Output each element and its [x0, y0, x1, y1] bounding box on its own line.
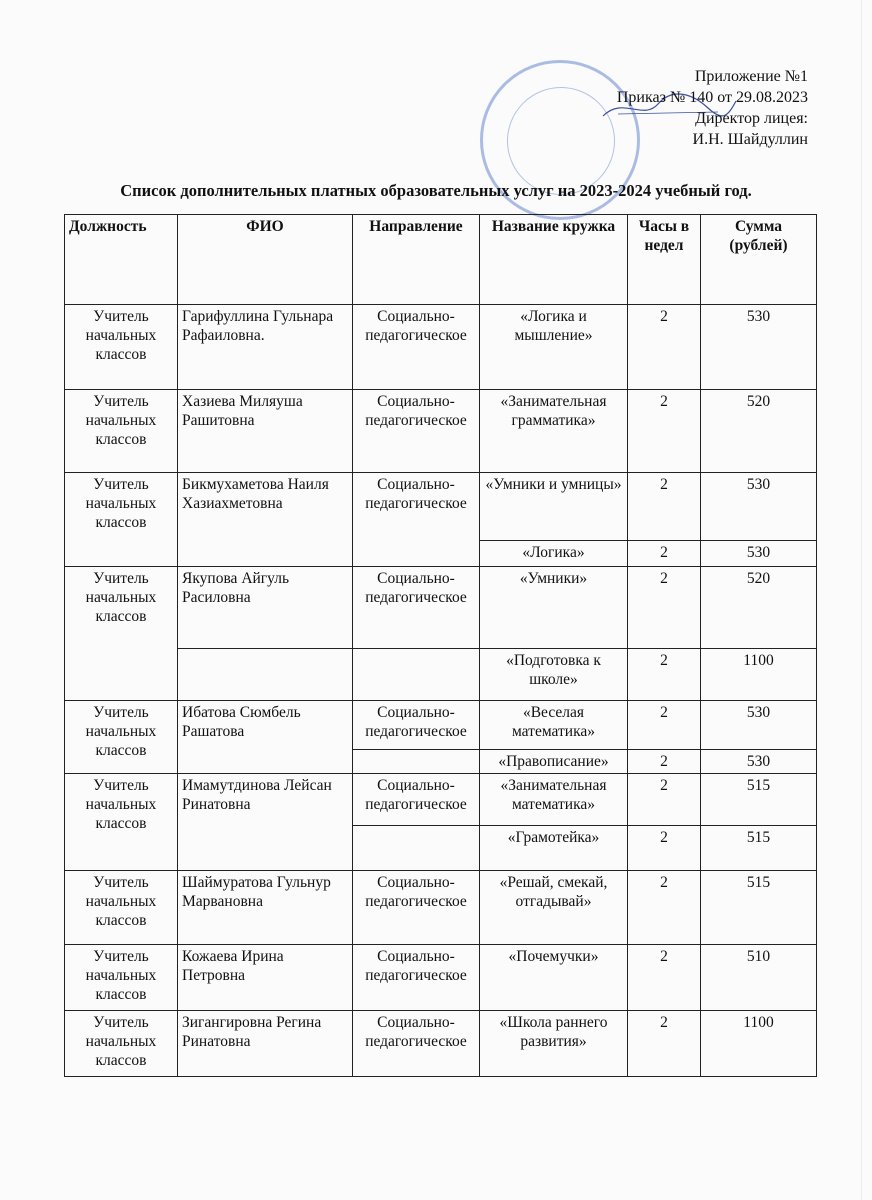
cell-club: «Умники» [480, 567, 628, 649]
cell-club: «Занимательная грамматика» [480, 390, 628, 473]
cell-club: «Почемучки» [480, 945, 628, 1011]
cell-position: Учитель начальных классов [65, 871, 178, 945]
cell-position: Учитель начальных классов [65, 390, 178, 473]
cell-position: Учитель начальных классов [65, 774, 178, 871]
cell-position: Учитель начальных классов [65, 701, 178, 774]
table-row [65, 774, 817, 826]
table-row [65, 649, 817, 701]
header-sum: Сумма (рублей) [701, 215, 817, 305]
table-row [65, 390, 817, 473]
cell-direction-empty [353, 649, 480, 701]
cell-direction: Социально-педагогическое [353, 390, 480, 473]
cell-direction: Социально-педагогическое [353, 774, 480, 826]
cell-direction: Социально-педагогическое [353, 1011, 480, 1077]
cell-direction-empty [353, 826, 480, 871]
director-title: Директор лицея: [695, 110, 808, 127]
cell-club: «Веселая математика» [480, 701, 628, 750]
cell-club: «Умники и умницы» [480, 473, 628, 541]
cell-position: Учитель начальных классов [65, 1011, 178, 1077]
table-row [65, 473, 817, 541]
cell-club: «Логика и мышление» [480, 305, 628, 390]
cell-hours: 2 [628, 871, 701, 945]
header-direction: Направление [353, 215, 480, 305]
cell-sum: 530 [701, 701, 817, 750]
cell-position: Учитель начальных классов [65, 567, 178, 701]
appendix-label: Приложение №1 [694, 68, 808, 85]
cell-fio: Шаймуратова Гульнур Марвановна [178, 871, 353, 945]
cell-hours: 2 [628, 390, 701, 473]
cell-direction: Социально-педагогическое [353, 701, 480, 750]
cell-club: «Правописание» [480, 750, 628, 774]
cell-position: Учитель начальных классов [65, 473, 178, 567]
document-header [617, 66, 808, 150]
cell-direction: Социально-педагогическое [353, 945, 480, 1011]
table-row [65, 945, 817, 1011]
table-row [65, 305, 817, 390]
header-position: Должность [65, 215, 178, 305]
cell-fio: Гарифуллина Гульнара Рафаиловна. [178, 305, 353, 390]
cell-club: «Грамотейка» [480, 826, 628, 871]
cell-fio: Ибатова Сюмбель Рашатова [178, 701, 353, 774]
scan-edge [861, 0, 862, 1200]
cell-club: «Занимательная математика» [480, 774, 628, 826]
cell-sum: 530 [701, 750, 817, 774]
cell-sum: 515 [701, 774, 817, 826]
cell-hours: 2 [628, 774, 701, 826]
cell-fio: Кожаева Ирина Петровна [178, 945, 353, 1011]
cell-sum: 510 [701, 945, 817, 1011]
director-name: И.Н. Шайдуллин [692, 131, 808, 148]
cell-club: «Решай, смекай, отгадывай» [480, 871, 628, 945]
cell-club: «Школа раннего развития» [480, 1011, 628, 1077]
cell-hours: 2 [628, 701, 701, 750]
cell-sum: 530 [701, 541, 817, 567]
cell-hours: 2 [628, 541, 701, 567]
cell-sum: 1100 [701, 1011, 817, 1077]
cell-club: «Логика» [480, 541, 628, 567]
header-club-name: Название кружка [480, 215, 628, 305]
cell-fio: Зигангировна Регина Ринатовна [178, 1011, 353, 1077]
services-table [64, 214, 817, 1077]
table-row [65, 1011, 817, 1077]
cell-sum: 515 [701, 826, 817, 871]
cell-sum: 515 [701, 871, 817, 945]
table-row [65, 871, 817, 945]
cell-fio: Бикмухаметова Наиля Хазиахметовна [178, 473, 353, 567]
cell-fio: Якупова Айгуль Расиловна [178, 567, 353, 649]
cell-position: Учитель начальных классов [65, 945, 178, 1011]
cell-hours: 2 [628, 750, 701, 774]
table-row [65, 701, 817, 750]
cell-hours: 2 [628, 473, 701, 541]
cell-sum: 530 [701, 305, 817, 390]
cell-direction: Социально-педагогическое [353, 473, 480, 567]
cell-fio-empty [178, 649, 353, 701]
cell-hours: 2 [628, 567, 701, 649]
cell-position: Учитель начальных классов [65, 305, 178, 390]
cell-hours: 2 [628, 649, 701, 701]
cell-direction: Социально-педагогическое [353, 567, 480, 649]
cell-direction-empty [353, 750, 480, 774]
cell-hours: 2 [628, 1011, 701, 1077]
document-title: Список дополнительных платных образовательных услуг на 2023-2024 учебный год. [120, 181, 752, 200]
cell-sum: 520 [701, 567, 817, 649]
order-label: Приказ № 140 от 29.08.2023 [616, 89, 808, 106]
cell-sum: 1100 [701, 649, 817, 701]
cell-direction: Социально-педагогическое [353, 305, 480, 390]
table-row [65, 567, 817, 649]
cell-club: «Подготовка к школе» [480, 649, 628, 701]
table-header-row [65, 215, 817, 305]
cell-hours: 2 [628, 945, 701, 1011]
cell-direction: Социально-педагогическое [353, 871, 480, 945]
header-hours: Часы в недел [628, 215, 701, 305]
cell-sum: 520 [701, 390, 817, 473]
cell-sum: 530 [701, 473, 817, 541]
header-fio: ФИО [178, 215, 353, 305]
cell-hours: 2 [628, 305, 701, 390]
cell-hours: 2 [628, 826, 701, 871]
cell-fio: Хазиева Миляуша Рашитовна [178, 390, 353, 473]
cell-fio: Имамутдинова Лейсан Ринатовна [178, 774, 353, 871]
